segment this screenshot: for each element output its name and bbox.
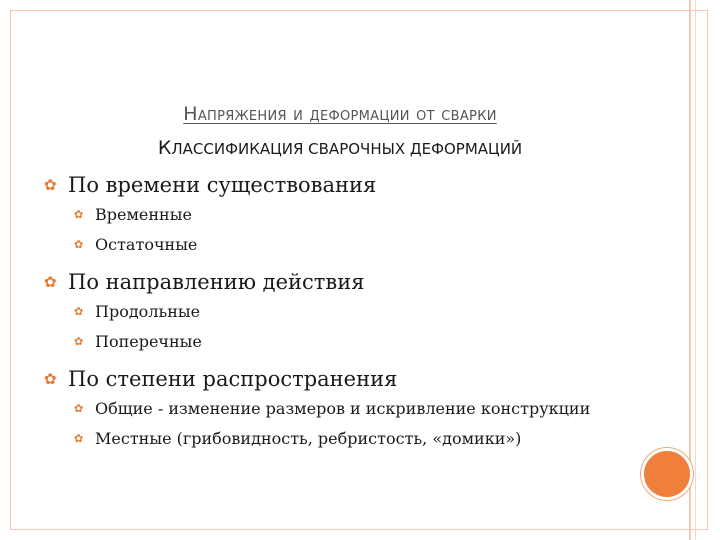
section-heading xyxy=(44,268,644,296)
list-item-text: Остаточные xyxy=(95,235,198,254)
flower-bullet-icon: ✿ xyxy=(74,208,84,221)
section-extent xyxy=(44,365,644,450)
flower-bullet-icon: ✿ xyxy=(74,305,84,318)
bullet-list xyxy=(44,171,644,462)
list-item xyxy=(74,428,544,450)
list-item-text: Местные (грибовидность, ребристость, «домики») xyxy=(95,429,522,448)
list-item xyxy=(74,398,594,420)
flower-bullet-icon: ✿ xyxy=(74,432,84,445)
section-heading xyxy=(44,365,644,393)
list-item-text: Общие - изменение размеров и искривление конструкции xyxy=(95,399,591,418)
decorative-rule xyxy=(689,0,691,540)
slide-title xyxy=(0,103,680,125)
decorative-circle xyxy=(641,448,693,500)
section-time xyxy=(44,171,644,256)
list-item-text: Продольные xyxy=(95,302,201,321)
decorative-rule-thin xyxy=(695,0,696,540)
flower-bullet-icon: ✿ xyxy=(74,402,84,415)
subtitle-text: ЛАССИФИКАЦИЯ СВАРОЧНЫХ ДЕФОРМАЦИЙ xyxy=(171,140,523,158)
section-heading xyxy=(44,171,644,199)
flower-bullet-icon: ✿ xyxy=(44,370,57,388)
list-item xyxy=(74,301,644,323)
subtitle-initial: К xyxy=(157,137,172,159)
flower-bullet-icon: ✿ xyxy=(74,238,84,251)
list-item xyxy=(74,331,644,353)
list-item xyxy=(74,204,644,226)
list-item-text: Временные xyxy=(95,205,192,224)
section-heading-text: По направлению действия xyxy=(68,270,365,294)
list-item xyxy=(74,234,644,256)
section-heading-text: По времени существования xyxy=(68,173,377,197)
flower-bullet-icon: ✿ xyxy=(74,335,84,348)
list-item-text: Поперечные xyxy=(95,332,202,351)
section-heading-text: По степени распространения xyxy=(68,367,398,391)
slide-subtitle xyxy=(0,137,680,159)
flower-bullet-icon: ✿ xyxy=(44,273,57,291)
title-text: Напряжения и деформации от сварки xyxy=(183,103,497,125)
section-direction xyxy=(44,268,644,353)
flower-bullet-icon: ✿ xyxy=(44,176,57,194)
